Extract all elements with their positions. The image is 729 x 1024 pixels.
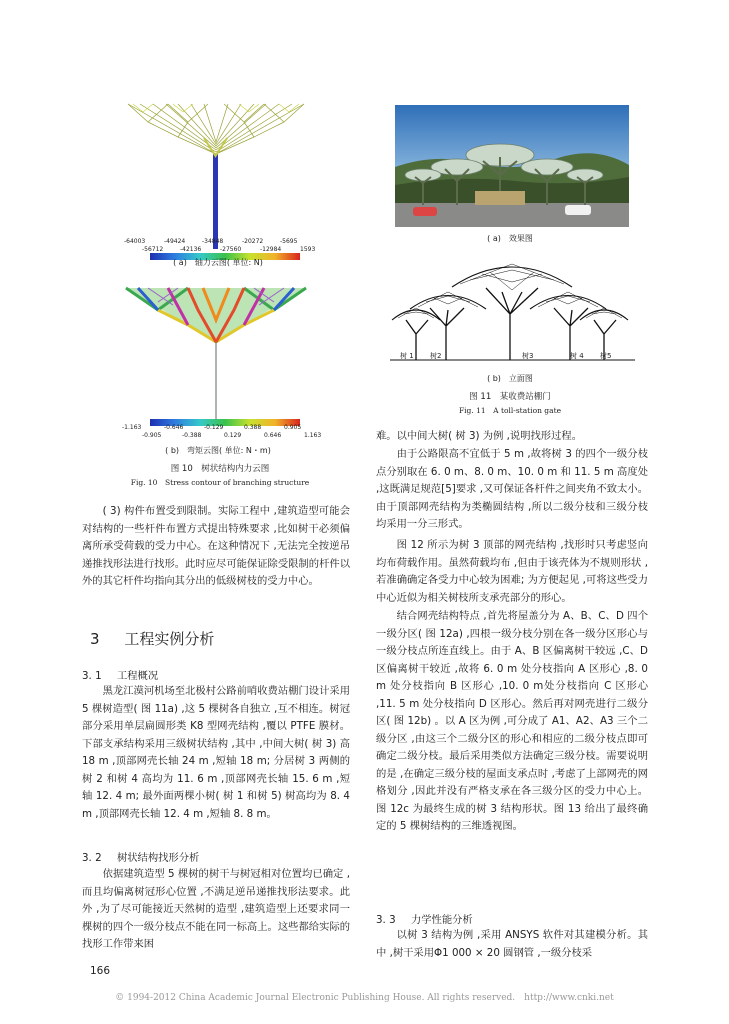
tree-label: 树5 (600, 352, 612, 360)
figure-10-title-en: Fig. 10 Stress contour of branching structure (130, 478, 310, 487)
section-title: 工程实例分析 (124, 630, 215, 648)
legend-tick: -64003 (124, 238, 146, 245)
legend-tick: -56712 (142, 246, 164, 253)
section-title: 树状结构找形分析 (116, 852, 200, 864)
branching-tree-moment-plot (118, 280, 314, 430)
right-paragraph-0: 难。以中间大树( 树 3) 为例 ,说明找形过程。 (376, 430, 582, 442)
figure-11b-elevation (390, 252, 635, 367)
legend-tick: -1.163 (122, 424, 142, 431)
page-number: 166 (90, 965, 111, 977)
left-paragraph-1: ( 3) 构件布置受到限制。实际工程中 ,建筑造型可能会对结构的一些杆件布置方式提出特殊要求 ,比如树干必须偏离所承受荷载的受力中心。在这种情况下 ,无法完全按逆吊递推找形法进行找形。此时应尽可能保证除受限制的杆件以外的其它杆件均指向其分出的低级树枝的受力中心。 (82, 505, 350, 587)
right-paragraph-1: 由于公路限高不宜低于 5 m ,故将树 3 的四个一级分枝点分别取在 6. 0 m、8. 0 m、10. 0 m 和 11. 5 m 高度处 ,这既满足规范[5]要求 ,又可保证各杆件之间夹角不致太小。由于顶部网壳结构为类椭圆结构 ,所以二级分枝和三级分枝均采用一分三形式。 (376, 448, 648, 530)
figure-11-title-en: Fig. 11 A toll-station gate (458, 406, 562, 415)
figure-10b-legend-ticks (118, 424, 328, 444)
legend-tick: -5695 (280, 238, 298, 245)
legend-tick: -0.646 (164, 424, 184, 431)
legend-tick: -0.388 (182, 432, 202, 439)
copyright-footer: © 1994-2012 China Academic Journal Electronic Publishing House. All rights reserved. http://www.cnki.net (115, 993, 614, 1003)
section-3-3-heading (376, 911, 473, 926)
figure-10-title-cn: 图 10 树状结构内力云图 (170, 464, 270, 474)
toll-station-elevation-drawing (390, 252, 635, 367)
right-paragraph-4: 以树 3 结构为例 ,采用 ANSYS 软件对其建模分析。其中 ,树干采用Φ1 000 × 20 圆钢管 ,一级分枝采 (376, 929, 648, 959)
figure-11a-caption: ( a) 效果图 (487, 234, 533, 243)
tree-label: 树2 (430, 352, 442, 360)
tree-label: 树 1 (400, 352, 414, 360)
figure-10a-caption: ( a) 轴力云图( 单位: N) (173, 258, 263, 267)
figure-11-title-cn: 图 11 某收费站棚门 (469, 392, 551, 402)
legend-tick: 0.388 (244, 424, 262, 431)
section-number: 3. 3 (376, 914, 396, 926)
legend-tick: -20272 (242, 238, 264, 245)
left-paragraph-2: 黑龙江漠河机场至北极村公路前哨收费站棚门设计采用 5 棵树造型( 图 11a) ,这 5 棵树各自独立 ,互不相连。树冠部分采用单层扁圆形类 K8 型网壳结构 ,覆以 PTFE 膜材。下部支承结构采用三级树状结构 ,其中 ,中间大树( 树 3) 高 18 m ,顶部网壳长轴 24 m ,短轴 18 m; 分居树 3 两侧的树 2 和树 4 高均为 11. 6 m ,顶部网壳长轴 15. 6 m ,短轴 12. 4 m; 最外面两棵小树( 树 1 和树 5) 树高均为 8. 4 m ,顶部网壳长轴 12. 4 m ,短轴 8. 8 m。 (82, 685, 350, 820)
toll-station-rendering (395, 105, 629, 227)
tree-label: 树3 (522, 352, 534, 360)
legend-tick: -42136 (180, 246, 202, 253)
section-number: 3. 1 (82, 670, 102, 682)
legend-tick: 1593 (300, 246, 316, 253)
figure-10b-caption: ( b) 弯矩云图( 单位: N・m) (165, 446, 271, 455)
figure-11a-rendering (395, 105, 629, 227)
left-paragraph-3: 依据建筑造型 5 棵树的树干与树冠相对位置均已确定 ,而且均偏离树冠形心位置 ,不满足逆吊递推找形法要求。此外 ,为了尽可能接近天然树的造型 ,建筑造型上还要求同一棵树的四个一级分枝点不能在同一标高上。这些都给实际的找形工作带来困 (82, 868, 350, 950)
legend-tick: 0.905 (284, 424, 302, 431)
right-paragraph-3: 结合网壳结构特点 ,首先将屋盖分为 A、B、C、D 四个一级分区( 图 12a) ,四根一级分枝分别在各一级分区形心与一级分枝点所连直线上。由于 A、B 区偏离树干较远 ,C、D 区偏离树干较近 ,故将 6. 0 m 处分枝指向 A 区形心 ,8. 0 m 处分枝指向 B 区形心 ,10. 0 m处分枝指向 C 区形心 ,11. 5 m 处分枝指向 D 区形心。然后再对网壳进行二级分区( 图 12b) 。以 A 区为例 ,可分成了 A1、A2、A3 三个二级分区 ,由这三个二级分区的形心和相应的二级分枝点即可确定二级分枝。最后采用类似方法确定三级分枝。需要说明的是 ,在确定三级分枝的屋面支承点时 ,考虑了上部网壳的网格划分 ,因此并没有严格支承在各三级分区的受力中心上。图 12c 为最终生成的树 3 结构形状。图 13 给出了最终确定的 5 棵树结构的三维透视图。 (376, 610, 648, 832)
legend-tick: -27560 (220, 246, 242, 253)
figure-11b-caption: ( b) 立面图 (487, 374, 533, 383)
section-3-2-heading (82, 849, 199, 864)
right-paragraph-2: 图 12 所示为树 3 顶部的网壳结构 ,找形时只考虑竖向均布荷载作用。虽然荷载均布 ,但由于该壳体为不规则形状 ,若准确确定各受力中心较为困难; 为方便起见 ,可将这些受力中心近似为相关树枝所支承壳部分的形心。 (376, 539, 648, 604)
legend-tick: -0.129 (204, 424, 224, 431)
legend-tick: 0.646 (264, 432, 282, 439)
section-number: 3 (90, 630, 100, 648)
section-number: 3. 2 (82, 852, 102, 864)
tree-label: 树 4 (570, 352, 584, 360)
section-title: 力学性能分析 (410, 914, 473, 926)
section-3-1-heading (82, 667, 158, 682)
figure-10b-bending-moment-contour (118, 280, 314, 430)
section-title: 工程概况 (116, 670, 159, 682)
legend-tick: 0.129 (224, 432, 242, 439)
legend-tick: -0.905 (142, 432, 162, 439)
section-3-heading (90, 628, 214, 649)
legend-tick: -34848 (202, 238, 224, 245)
legend-tick: -49424 (164, 238, 186, 245)
legend-tick: 1.163 (304, 432, 322, 439)
legend-tick: -12984 (260, 246, 282, 253)
